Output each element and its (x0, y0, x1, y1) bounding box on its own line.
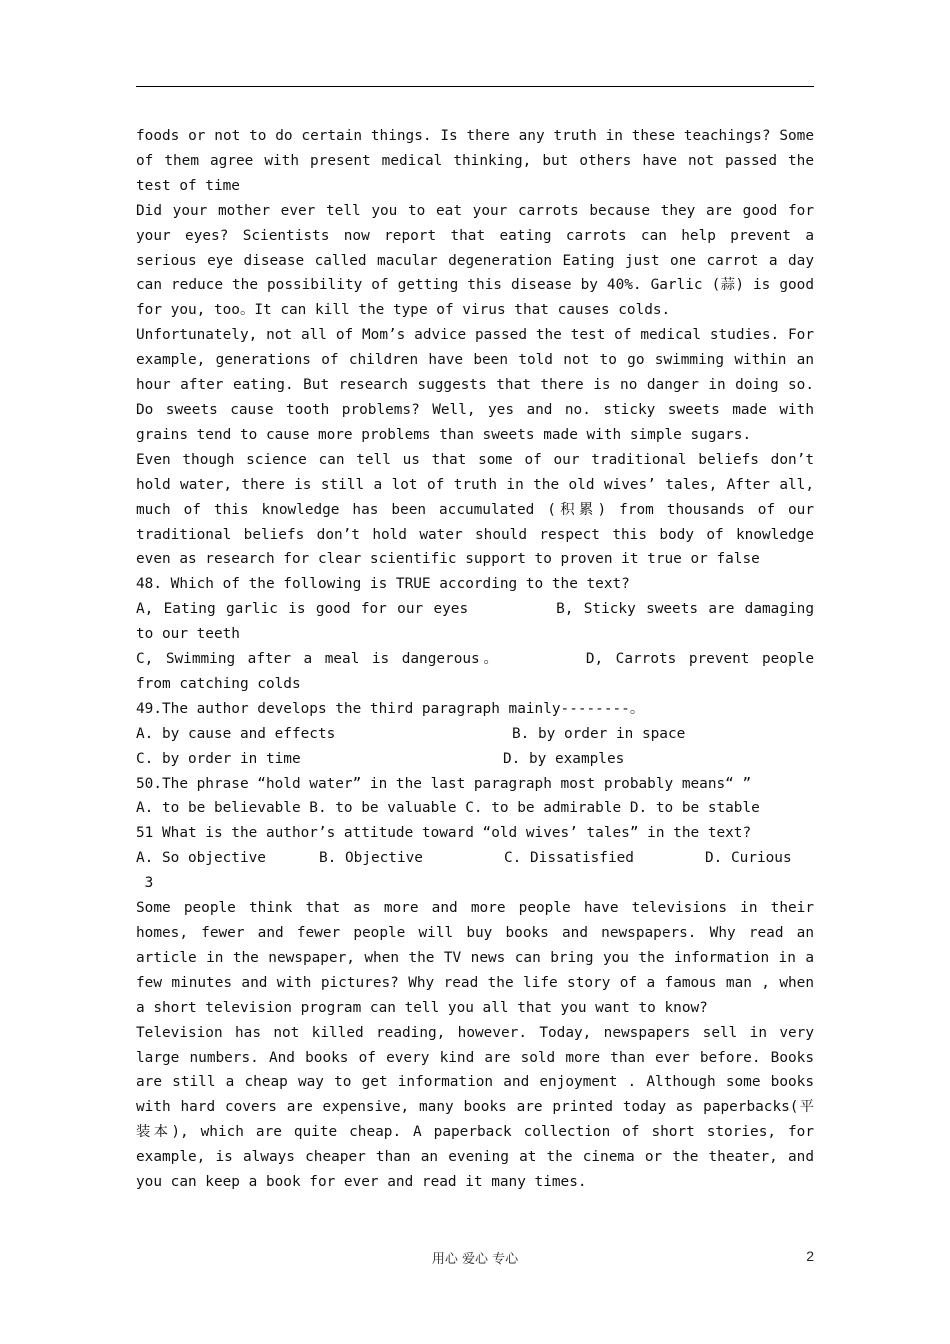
passage2-paragraph-3: Unfortunately, not all of Mom’s advice passed the test of medical studies. For example, generations of children have been told not to go swimming within an hour after eating. But research suggests that there is no danger in doing so. Do sweets cause tooth problems? Well, yes and no. sticky sweets made with grains tend to cause more problems than sweets made with simple sugars. (136, 327, 814, 443)
passage2-paragraph-2: Did your mother ever tell you to eat your carrots because they are good for your eyes? Scientists now report that eating carrots can help prevent a serious eye disease called macular degeneration Eating just one carrot a day can reduce the possibility of getting this disease by 40%. Garlic (蒜) is good for you, too。It can kill the type of virus that causes colds. (136, 202, 814, 319)
question-48-options-ab (136, 597, 814, 647)
question-49-options-ab (136, 722, 814, 747)
question-48-option-d: D, Carrots prevent people from catching colds (136, 651, 814, 692)
question-51-option-a: A. So objective (136, 850, 266, 867)
question-49-option-c: C. by order in time (136, 750, 301, 767)
header-rule (136, 86, 814, 87)
passage3-paragraph-2: Television has not killed reading, however. Today, newspapers sell in very large numbers. And books of every kind are sold more than ever before. Books are still a cheap way to get information and enjoyment . Although some books with hard covers are expensive, many books are printed today as paperbacks(平装本), which are quite cheap. A paperback collection of short stories, for example, is always cheaper than an evening at the cinema or the theater, and you can keep a book for ever and read it many times. (136, 1024, 814, 1191)
question-50-stem: 50.The phrase “hold water” in the last paragraph most probably means“ ” (136, 775, 752, 792)
question-51-stem: 51 What is the author’s attitude toward “old wives’ tales” in the text? (136, 825, 752, 842)
question-48-option-b: B, Sticky sweets are damaging to our teeth (136, 601, 814, 643)
question-48-option-a: A, Eating garlic is good for our eyes (136, 601, 469, 618)
passage2-paragraph-1: foods or not to do certain things. Is there any truth in these teachings? Some of them agree with present medical thinking, but others have not passed the test of time (136, 128, 814, 194)
question-51-option-d: D. Curious (705, 850, 792, 867)
question-50-options: A. to be believable B. to be valuable C. to be admirable D. to be stable (136, 800, 760, 817)
question-49-option-d: D. by examples (503, 750, 625, 767)
question-49-stem: 49.The author develops the third paragraph mainly--------。 (136, 700, 645, 717)
passage3-paragraph-1: Some people think that as more and more people have televisions in their homes, fewer and fewer people will buy books and newspapers. Why read an article in the newspaper, when the TV news can bring you the information in a few minutes and with pictures? Why read the life story of a famous man , when a short television program can tell you all that you want to know? (136, 900, 814, 1016)
question-51-options (136, 846, 814, 871)
footer-motto: 用心 爱心 专心 (431, 1252, 519, 1267)
question-51-option-b: B. Objective (319, 850, 423, 867)
question-49-option-b: B. by order in space (512, 725, 686, 742)
passage2-paragraph-4: Even though science can tell us that some of our traditional beliefs don’t hold water, there is still a lot of truth in the old wives’ tales, After all, much of this knowledge has been accumulated (积累) from thousands of our traditional beliefs don’t hold water should respect this body of knowledge even as research for clear scientific support to proven it true or false (136, 451, 814, 568)
passage3-number: 3 (136, 875, 154, 892)
question-48-options-cd (136, 647, 814, 697)
page-content (136, 124, 814, 1195)
question-48-stem: 48. Which of the following is TRUE according to the text? (136, 576, 630, 593)
question-51-option-c: C. Dissatisfied (504, 850, 634, 867)
question-49-options-cd (136, 747, 814, 772)
question-49-option-a: A. by cause and effects (136, 725, 336, 742)
question-48-option-c: C, Swimming after a meal is dangerous。 (136, 651, 502, 668)
page-number: 2 (806, 1248, 814, 1264)
